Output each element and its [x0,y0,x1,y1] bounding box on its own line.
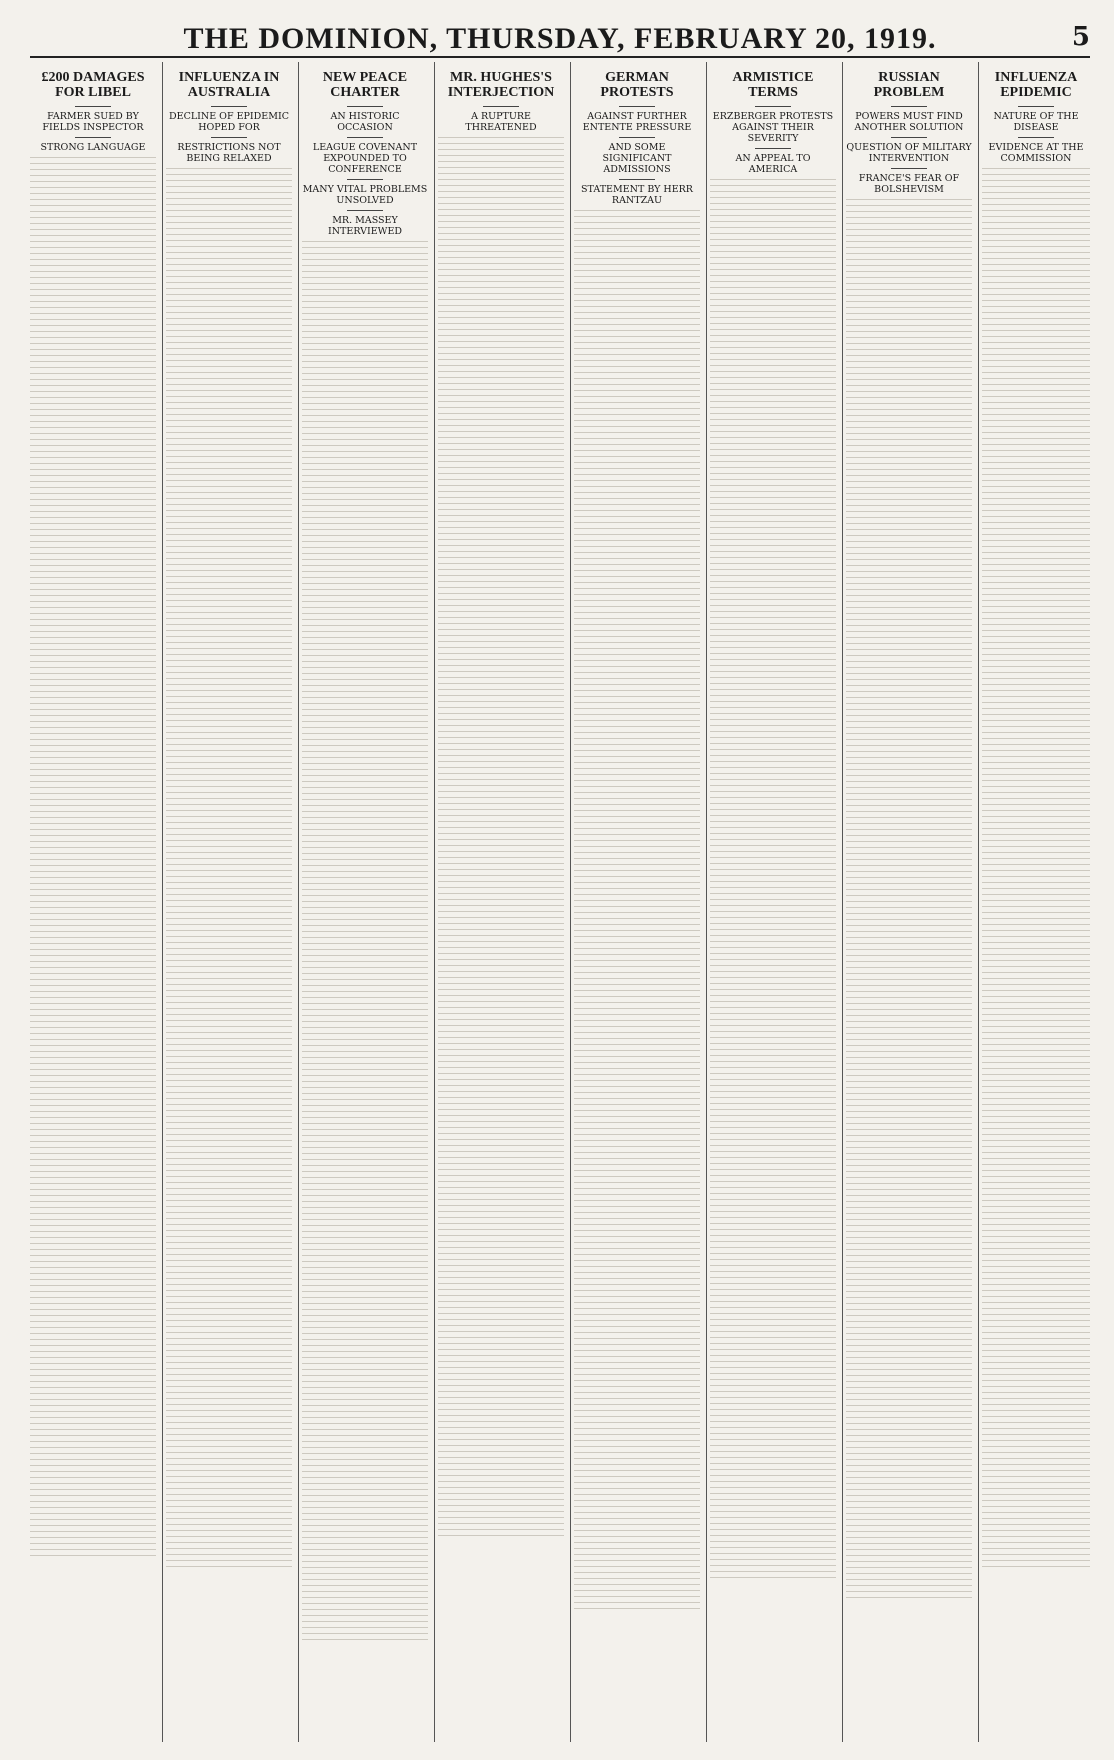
column-rule [978,62,979,1742]
article-body [710,179,836,1579]
article-body [846,199,972,1599]
column-rule [434,62,435,1742]
divider [347,137,383,138]
divider [347,210,383,211]
article-body [574,210,700,1610]
article-body [302,241,428,1641]
subhead: STATEMENT BY HERR RANTZAU [581,184,693,206]
divider [75,106,111,107]
column-6 [710,62,836,1742]
subhead: QUESTION OF MILITARY INTERVENTION [846,142,972,164]
subhead: ERZBERGER PROTESTS AGAINST THEIR SEVERITY [712,111,834,144]
headline: £200 DAMAGES FOR LIBEL [41,70,145,100]
column-2 [166,62,292,1742]
subhead: RESTRICTIONS NOT BEING RELAXED [177,142,281,164]
column-5 [574,62,700,1742]
subhead: LEAGUE COVENANT EXPOUNDED TO CONFERENCE [312,142,418,175]
subhead: NATURE OF THE DISEASE [993,111,1079,133]
subhead: POWERS MUST FIND ANOTHER SOLUTION [854,111,964,133]
column-7 [846,62,972,1742]
column-rule [162,62,163,1742]
divider [1018,137,1054,138]
divider [347,179,383,180]
column-rule [298,62,299,1742]
column-rule [842,62,843,1742]
subhead: DECLINE OF EPIDEMIC HOPED FOR [169,111,289,133]
article-body [982,168,1090,1568]
article-body [166,168,292,1568]
divider [755,148,791,149]
divider [619,179,655,180]
divider [211,137,247,138]
column-1 [30,62,156,1742]
newspaper-title: THE DOMINION, THURSDAY, FEBRUARY 20, 1919. [183,22,937,55]
article-columns [30,62,1090,1742]
column-rule [570,62,571,1742]
subhead: AGAINST FURTHER ENTENTE PRESSURE [582,111,692,133]
page-number: 5 [1071,22,1090,52]
divider [619,137,655,138]
column-rule [706,62,707,1742]
column-4 [438,62,564,1742]
divider [347,106,383,107]
subhead: MANY VITAL PROBLEMS UNSOLVED [302,184,428,206]
subhead: STRONG LANGUAGE [40,142,146,153]
headline: RUSSIAN PROBLEM [873,70,945,100]
headline: INFLUENZA IN AUSTRALIA [178,70,280,100]
divider [1018,106,1054,107]
subhead: MR. MASSEY INTERVIEWED [327,215,402,237]
subhead: EVIDENCE AT THE COMMISSION [988,142,1084,164]
divider [619,106,655,107]
headline: MR. HUGHES'S INTERJECTION [447,70,555,100]
divider [891,137,927,138]
divider [755,106,791,107]
subhead: FARMER SUED BY FIELDS INSPECTOR [42,111,144,133]
headline: INFLUENZA EPIDEMIC [994,70,1078,100]
subhead: AN APPEAL TO AMERICA [735,153,811,175]
subhead: AN HISTORIC OCCASION [330,111,400,133]
subhead: A RUPTURE THREATENED [465,111,537,133]
article-body [30,157,156,1557]
article-body [438,137,564,1537]
divider [891,168,927,169]
subhead: AND SOME SIGNIFICANT ADMISSIONS [602,142,672,175]
masthead [30,18,1090,58]
headline: ARMISTICE TERMS [732,70,814,100]
divider [75,137,111,138]
divider [891,106,927,107]
subhead: FRANCE'S FEAR OF BOLSHEVISM [858,173,960,195]
divider [483,106,519,107]
column-8 [982,62,1090,1742]
column-3 [302,62,428,1742]
headline: NEW PEACE CHARTER [322,70,408,100]
headline: GERMAN PROTESTS [600,70,674,100]
divider [211,106,247,107]
